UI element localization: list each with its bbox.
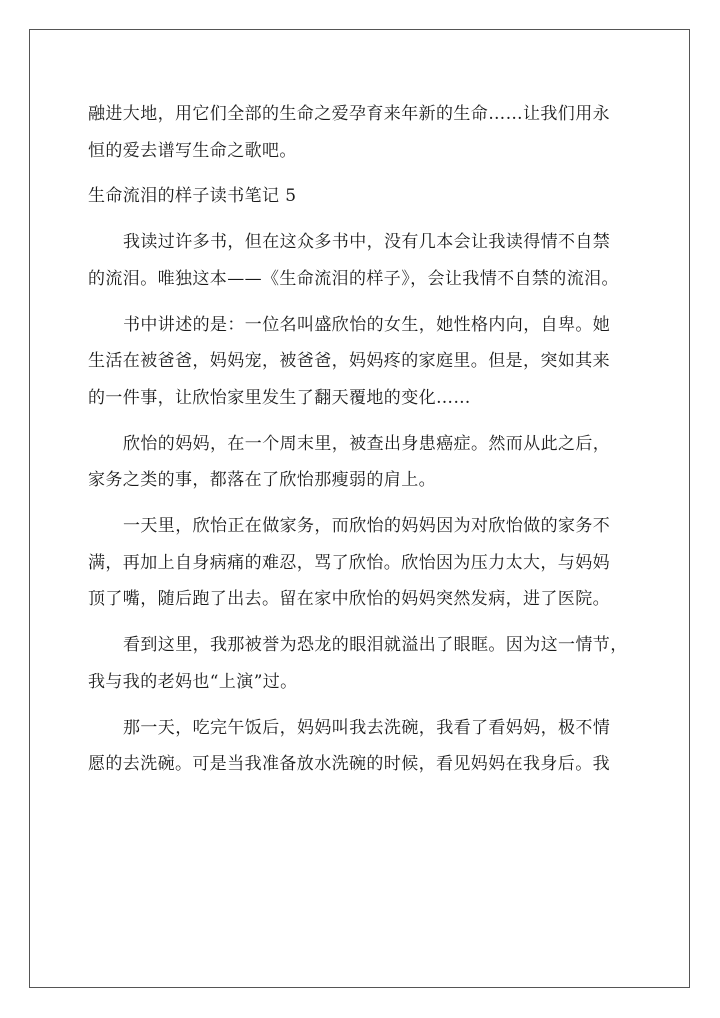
- text-line: 融进大地，用它们全部的生命之爱孕育来年新的生命……让我们用永: [88, 104, 610, 124]
- document-body: [88, 96, 633, 783]
- paragraph-start-line: 书中讲述的是：一位名叫盛欣怡的女生，她性格内向，自卑。她: [123, 314, 611, 335]
- section-heading: 生命流泪的样子读书笔记 5: [88, 186, 297, 206]
- text-line: 我与我的老妈也“上演”过。: [88, 671, 298, 692]
- text-line: 愿的去洗碗。可是当我准备放水洗碗的时候，看见妈妈在我身后。我: [88, 754, 610, 774]
- paragraph-start-line: 欣怡的妈妈，在一个周末里，被查出身患癌症。然而从此之后，: [123, 433, 611, 454]
- paragraph-start-line: 我读过许多书，但在这众多书中，没有几本会让我读得情不自禁: [123, 232, 611, 252]
- text-line: 顶了嘴，随后跑了出去。留在家中欣怡的妈妈突然发病，进了医院。: [88, 589, 610, 609]
- text-line: 生活在被爸爸，妈妈宠，被爸爸，妈妈疼的家庭里。但是，突如其来: [88, 351, 610, 371]
- text-line: 恒的爱去谱写生命之歌吧。: [88, 140, 297, 161]
- paragraph-start-line: 那一天，吃完午饭后，妈妈叫我去洗碗，我看了看妈妈，极不情: [123, 717, 611, 738]
- text-line: 的一件事，让欣怡家里发生了翻天覆地的变化……: [88, 387, 471, 408]
- text-line: 的流泪。唯独这本——《生命流泪的样子》，会让我情不自禁的流泪。: [88, 268, 619, 289]
- paragraph-start-line: 一天里，欣怡正在做家务，而欣怡的妈妈因为对欣怡做的家务不: [123, 516, 611, 536]
- text-line: 家务之类的事，都落在了欣怡那瘦弱的肩上。: [88, 470, 436, 490]
- text-line: 满，再加上自身病痛的难忍，骂了欣怡。欣怡因为压力太大，与妈妈: [88, 552, 610, 573]
- paragraph-start-line: 看到这里，我那被誉为恐龙的眼泪就溢出了眼眶。因为这一情节，: [123, 635, 628, 655]
